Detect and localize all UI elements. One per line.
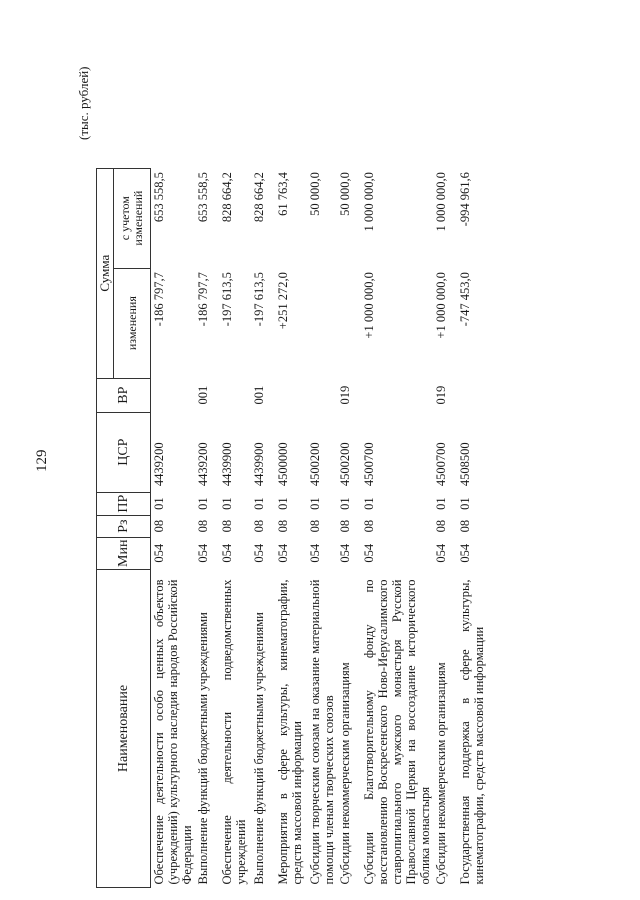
header-min: Мин	[97, 537, 151, 569]
table-cell-pr: 01	[152, 497, 166, 510]
header-csr: ЦСР	[97, 412, 151, 492]
table-row	[307, 168, 337, 887]
table-cell-min: 054	[434, 543, 448, 563]
table-cell-rz: 08	[308, 519, 322, 533]
table-cell-vr	[361, 378, 433, 412]
table-row	[195, 168, 219, 887]
page-number: 129	[34, 449, 50, 472]
table-cell-rz: 08	[252, 519, 266, 533]
table-cell-name: Обеспечение деятельности подведомственных учреждений	[220, 579, 248, 885]
table-cell-name: Обеспечение деятельности особо ценных объектов (учреждений) культурного наследия народов Российской Федерации	[152, 579, 194, 885]
table-cell-name: Выполнение функций бюджетными учреждениями	[196, 612, 210, 885]
table-cell-csr: 4500000	[276, 442, 290, 487]
table-row	[433, 168, 457, 887]
table-cell-change: +1 000 000,0	[434, 272, 448, 339]
table-cell-vr: 001	[196, 385, 210, 405]
table-row	[219, 168, 251, 887]
table-cell-csr: 4439200	[196, 442, 210, 487]
header-vr: ВР	[97, 378, 151, 412]
table-cell-pr: 01	[308, 497, 322, 510]
table-row	[361, 168, 433, 887]
table-cell-vr: 001	[252, 385, 266, 405]
table-cell-csr: 4439900	[252, 442, 266, 487]
table-cell-pr: 01	[338, 497, 352, 510]
table-cell-change: -747 453,0	[458, 272, 472, 327]
table-cell-csr: 4500700	[434, 442, 448, 487]
header-name: Наименование	[97, 570, 151, 888]
table-cell-min: 054	[362, 543, 376, 563]
table-cell-name: Мероприятия в сфере культуры, кинематографии, средств массовой информации	[276, 579, 304, 885]
table-row	[151, 168, 196, 887]
table-cell-pr: 01	[362, 497, 376, 510]
table-cell-with-change: 653 558,5	[196, 172, 210, 223]
table-cell-with-change: 50 000,0	[308, 172, 322, 216]
table-header	[97, 168, 151, 887]
table-cell-with-change: 50 000,0	[338, 172, 352, 216]
table-cell-vr: 019	[338, 385, 352, 405]
table-cell-name: Субсидии некоммерческим организациям	[338, 662, 352, 885]
table-row	[337, 168, 361, 887]
table-cell-name: Выполнение функций бюджетными учреждениями	[252, 612, 266, 885]
table-cell-with-change: 828 664,2	[220, 172, 234, 223]
table-cell-vr	[219, 378, 251, 412]
table-cell-change: -186 797,7	[152, 272, 166, 327]
table-cell-name: Субсидии Благотворительному фонду по восстановлению Воскресенского Ново-Иерусалимского ставропигиального мужского монастыря Русской Православной Церкви на воссоздание исторического облика монастыря	[362, 579, 432, 885]
table-cell-change: +251 272,0	[276, 272, 290, 330]
table-cell-vr	[275, 378, 307, 412]
table-cell-with-change: -994 961,6	[458, 172, 472, 227]
table-cell-rz: 08	[458, 519, 472, 533]
table-cell-vr	[307, 378, 337, 412]
table-cell-min: 054	[308, 543, 322, 563]
table-cell-pr: 01	[434, 497, 448, 510]
header-sum: Сумма	[97, 168, 114, 378]
units-label: (тыс. рублей)	[76, 66, 91, 140]
table-cell-csr: 4500200	[338, 442, 352, 487]
table-cell-name: Субсидии некоммерческим организациям	[434, 662, 448, 885]
table-cell-name: Государственная поддержка в сфере культуры, кинематографии, средств массовой информации	[458, 579, 486, 885]
table-cell-with-change: 1 000 000,0	[362, 172, 376, 232]
table-cell-pr: 01	[196, 497, 210, 510]
table-cell-name: Субсидии творческим союзам на оказание материальной помощи членам творческих союзов	[308, 579, 336, 885]
table-cell-pr: 01	[252, 497, 266, 510]
table-cell-min: 054	[252, 543, 266, 563]
table-cell-pr: 01	[220, 497, 234, 510]
table-cell-csr: 4439200	[152, 442, 166, 487]
table-cell-rz: 08	[276, 519, 290, 533]
table-cell-with-change: 653 558,5	[152, 172, 166, 223]
table-cell-vr	[151, 378, 196, 412]
table-cell-rz: 08	[338, 519, 352, 533]
table-cell-min: 054	[458, 543, 472, 563]
table-cell-with-change: 61 763,4	[276, 172, 290, 216]
table-cell-min: 054	[276, 543, 290, 563]
table-cell-pr: 01	[276, 497, 290, 510]
table-cell-with-change: 1 000 000,0	[434, 172, 448, 232]
table-cell-pr: 01	[458, 497, 472, 510]
table-cell-vr: 019	[434, 385, 448, 405]
table-row	[275, 168, 307, 887]
table-cell-min: 054	[196, 543, 210, 563]
header-with-change: с учетом изменений	[114, 168, 151, 268]
table-cell-change: -197 613,5	[252, 272, 266, 327]
table-cell-csr: 4500200	[308, 442, 322, 487]
header-rz: Рз	[97, 515, 151, 537]
table-row	[251, 168, 275, 887]
table-cell-rz: 08	[362, 519, 376, 533]
table-cell-csr: 4500700	[362, 442, 376, 487]
table-cell-min: 054	[152, 543, 166, 563]
table-cell-csr: 4508500	[458, 442, 472, 487]
table-cell-rz: 08	[434, 519, 448, 533]
table-cell-change	[337, 268, 361, 378]
header-pr: ПР	[97, 492, 151, 515]
table-row	[457, 168, 491, 887]
table-cell-change: +1 000 000,0	[362, 272, 376, 339]
table-cell-min: 054	[220, 543, 234, 563]
table-cell-csr: 4439900	[220, 442, 234, 487]
table-cell-change: -186 797,7	[196, 272, 210, 327]
table-body	[151, 168, 492, 887]
table-cell-rz: 08	[152, 519, 166, 533]
table-cell-change: -197 613,5	[220, 272, 234, 327]
table-cell-min: 054	[338, 543, 352, 563]
budget-table	[96, 168, 491, 888]
header-change: изменения	[114, 268, 151, 378]
table-cell-rz: 08	[196, 519, 210, 533]
table-cell-change	[307, 268, 337, 378]
table-cell-rz: 08	[220, 519, 234, 533]
table-cell-vr	[457, 378, 491, 412]
table-cell-with-change: 828 664,2	[252, 172, 266, 223]
